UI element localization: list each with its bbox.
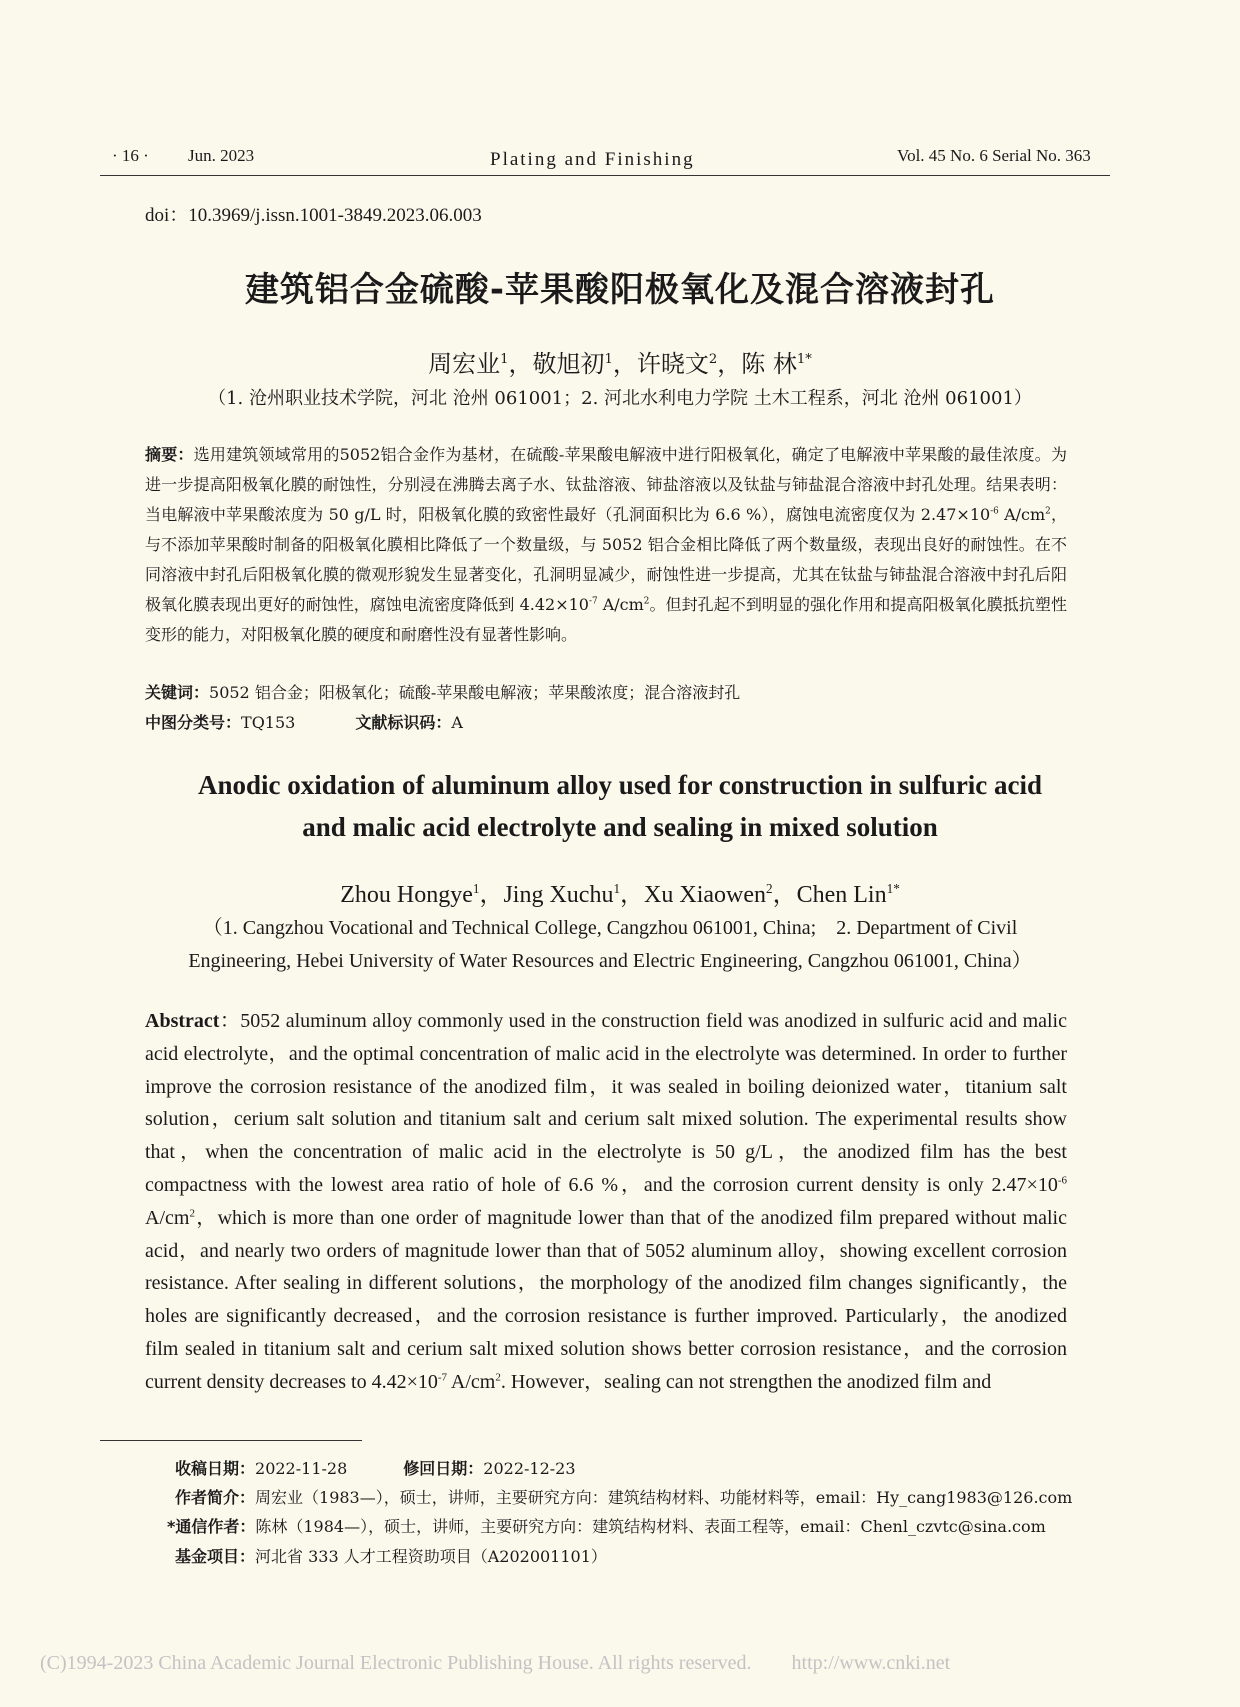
received-date: 2022-11-28 — [255, 1459, 348, 1478]
issue-date: Jun. 2023 — [188, 146, 255, 165]
abstract-en: Abstract：5052 aluminum alloy commonly used in the construction field was anodized in sulfuric acid and malic acid electrolyte，and the optimal concentration of malic acid in the electrolyte was determined. In order to further improve the corrosion resistance of the anodized film，it was sealed in boiling deionized water，titanium salt solution，cerium salt solution and titanium salt and cerium salt mixed solution. The experimental results show that，when the concentration of malic acid in the electrolyte is 50 g/L，the anodized film has the best compactness with the lowest area ratio of hole of 6.6 %，and the corrosion current density is only $2.47\times 10^{-6}$ $A/cm^2$，which is more than one order of magnitude lower than that of the anodized film prepared without malic acid，and nearly two orders of magnitude lower than that of 5052 aluminum alloy，showing excellent corrosion resistance. After sealing in different solutions，the morphology of the anodized film changes significantly，the holes are significantly decreased，and the corrosion resistance is further improved. Particularly，the anodized film sealed in titanium salt and cerium salt mixed solution shows better corrosion resistance，and the corrosion current density decreases to $4.42\times 10^{-7}$ $A/cm^2$. However，sealing can not strengthen the anodized film and — [145, 1010, 1067, 1393]
funding: 基金项目：河北省 333 人才工程资助项目（A202001101） — [175, 1547, 607, 1566]
keywords-cn — [145, 678, 1067, 708]
affiliation-en: （1. Cangzhou Vocational and Technical College, Cangzhou 061001, China; 2. Department of Civil Engineering, Hebei University of Water Resources and Electric Engineering, Cangzhou 061001, China） — [188, 917, 1032, 972]
affiliation-cn: （1. 沧州职业技术学院，河北 沧州 061001；2. 河北水利电力学院 土木工程系，河北 沧州 061001） — [208, 388, 1032, 409]
author-bio: 作者简介：周宏业（1983—），硕士，讲师，主要研究方向：建筑结构材料、功能材料等，email：Hy_cang1983@126.com — [175, 1488, 1073, 1507]
author-en-4: Chen Lin — [796, 882, 887, 908]
authors-en: Zhou Hongye$^1$，Jing Xuchu$^1$，Xu Xiaowen$^2$，Chen Lin$^{1*}$ — [340, 881, 900, 908]
volume-info: Vol. 45 No. 6 Serial No. 363 — [897, 146, 1091, 165]
author-cn-4: 陈 林 — [741, 350, 797, 378]
page-number: · 16 · — [112, 146, 149, 165]
copyright-footer: (C)1994-2023 China Academic Journal Electronic Publishing House. All rights reserved. http://www.cnki.net — [40, 1652, 951, 1674]
class-number: TQ153 — [241, 713, 296, 732]
authors-cn: 周宏业$^1$，敬旭初$^1$，许晓文$^2$，陈 林$^{1*}$ — [428, 350, 812, 378]
keywords-value: 5052 铝合金；阳极氧化；硫酸-苹果酸电解液；苹果酸浓度；混合溶液封孔 — [209, 683, 741, 702]
author-en-1: Zhou Hongye — [340, 882, 473, 908]
revised-date: 2022-12-23 — [483, 1459, 576, 1478]
classification-row: 中图分类号：TQ153 文献标识码：A — [145, 713, 463, 732]
abstract-en-label: Abstract — [145, 1010, 220, 1032]
abstract-cn-label: 摘要： — [145, 445, 194, 464]
doc-code: A — [451, 713, 463, 732]
doi: doi：10.3969/j.issn.1001-3849.2023.06.003 — [145, 205, 482, 226]
title-en: Anodic oxidation of aluminum alloy used for construction in sulfuric acid and malic acid electrolyte and sealing in mixed solution — [197, 770, 1043, 842]
header-rule — [100, 175, 1110, 176]
author-cn-2: 敬旭初 — [532, 350, 605, 378]
dates-row: 收稿日期：2022-11-28 修回日期：2022-12-23 — [175, 1459, 576, 1478]
footnote-rule — [100, 1440, 362, 1441]
title-cn: 建筑铝合金硫酸-苹果酸阳极氧化及混合溶液封孔 — [244, 270, 996, 310]
journal-name: Plating and Finishing — [490, 149, 695, 170]
author-cn-3: 许晓文 — [636, 350, 709, 378]
keywords-label: 关键词： — [145, 683, 210, 702]
author-cn-1: 周宏业 — [428, 350, 501, 378]
abstract-cn: 摘要：选用建筑领域常用的5052铝合金作为基材，在硫酸-苹果酸电解液中进行阳极氧化，确定了电解液中苹果酸的最佳浓度。为进一步提高阳极氧化膜的耐蚀性，分别浸在沸腾去离子水、钛盐溶液、铈盐溶液以及钛盐与铈盐混合溶液中封孔处理。结果表明：当电解液中苹果酸浓度为 50 g/L 时，阳极氧化膜的致密性最好（孔洞面积比为 6.6 %），腐蚀电流密度仅为 $2.47\times 10^{-6}$ $A/cm^2$，与不添加苹果酸时制备的阳极氧化膜相比降低了一个数量级，与 5052 铝合金相比降低了两个数量级，表现出良好的耐蚀性。在不同溶液中封孔后阳极氧化膜的微观形貌发生显著变化，孔洞明显减少，耐蚀性进一步提高，尤其在钛盐与铈盐混合溶液中封孔后阳极氧化膜表现出更好的耐蚀性，腐蚀电流密度降低到 $4.42\times 10^{-7}$ $A/cm^2$。但封孔起不到明显的强化作用和提高阳极氧化膜抵抗塑性变形的能力，对阳极氧化膜的硬度和耐磨性没有显著性影响。 — [145, 445, 1067, 644]
author-en-3: Xu Xiaowen — [644, 882, 767, 908]
corresponding-author: *通信作者：陈林（1984—），硕士，讲师，主要研究方向：建筑结构材料、表面工程等，email：Chenl_czvtc@sina.com — [167, 1517, 1046, 1536]
author-en-2: Jing Xuchu — [503, 882, 614, 908]
